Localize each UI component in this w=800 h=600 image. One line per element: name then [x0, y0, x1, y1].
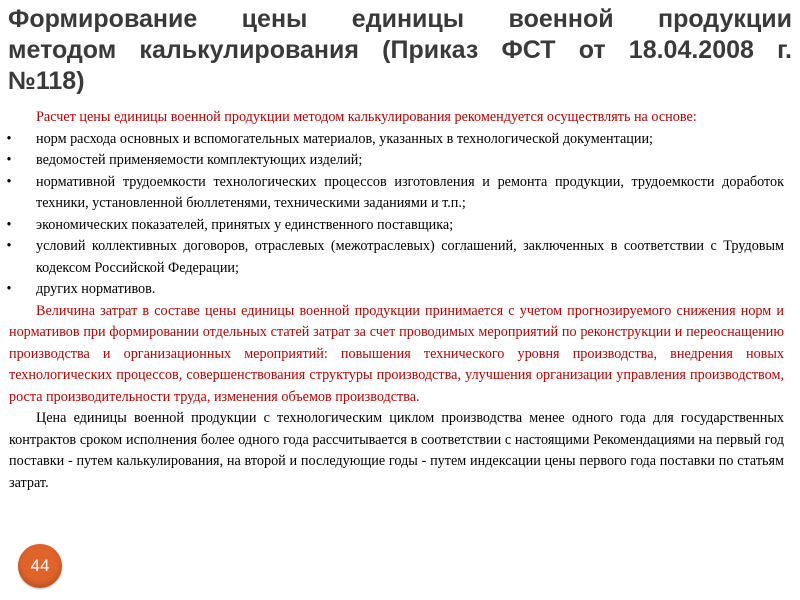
list-item	[6, 129, 784, 151]
list-item	[6, 279, 784, 301]
list-item-text: экономических показателей, принятых у единственного поставщика;	[36, 216, 454, 233]
page-number-badge: 44	[18, 544, 62, 588]
bullet-icon: •	[6, 130, 12, 147]
title-line-2: методом калькулирования (Приказ ФСТ от 18.04.2008 г.	[8, 36, 792, 64]
title-line-1: Формирование цены единицы военной продукции	[8, 5, 792, 33]
bullet-icon: •	[6, 216, 12, 233]
bullet-icon: •	[6, 152, 12, 168]
list-item-text: норм расхода основных и вспомогательных материалов, указанных в технологической документации;	[36, 130, 653, 147]
list-item-text: ведомостей применяемости комплектующих изделий;	[36, 152, 363, 168]
bullet-icon: •	[6, 281, 12, 297]
intro-paragraph: Расчет цены единицы военной продукции методом калькулирования рекомендуется осуществлять на основе:	[36, 109, 697, 125]
list-item	[6, 215, 784, 237]
pricing-method-paragraph: Цена единицы военной продукции с технологическим циклом производства менее одного года для государственных контрактов сроком исполнения более одного года рассчитывается в соответствии с настоящими Рекомендациями на первый год поставки - путем калькулирования, на второй и последующие годы - путем индексации цены первого года поставки по статьям затрат.	[9, 410, 784, 491]
slide-body	[6, 107, 784, 494]
list-item	[6, 172, 784, 215]
list-item-text: нормативной трудоемкости технологических процессов изготовления и ремонта продукции, трудоемкости доработок техники, установленной бюллетенями, техническими заданиями и т.п.;	[36, 173, 784, 211]
list-item-text: условий коллективных договоров, отраслевых (межотраслевых) соглашений, заключенных в соответствии с Трудовым кодексом Российской Федерации;	[36, 238, 784, 276]
basis-list	[6, 129, 784, 301]
list-item	[6, 150, 784, 172]
bullet-icon: •	[6, 238, 12, 254]
slide-title	[8, 4, 792, 97]
cost-reduction-paragraph: Величина затрат в составе цены единицы военной продукции принимается с учетом прогнозируемого снижения норм и нормативов при формировании отдельных статей затрат за счет проводимых мероприятий по реконструкции и переоснащению производства и организационных мероприятий: повышения технического уровня производства, внедрения новых технологических процессов, совершенствования структуры производства, улучшения организации управления производством, роста производительности труда, изменения объемов производства.	[9, 302, 784, 405]
bullet-icon: •	[6, 173, 12, 190]
list-item	[6, 236, 784, 279]
title-line-3: №118)	[8, 67, 85, 95]
list-item-text: других нормативов.	[36, 281, 156, 297]
